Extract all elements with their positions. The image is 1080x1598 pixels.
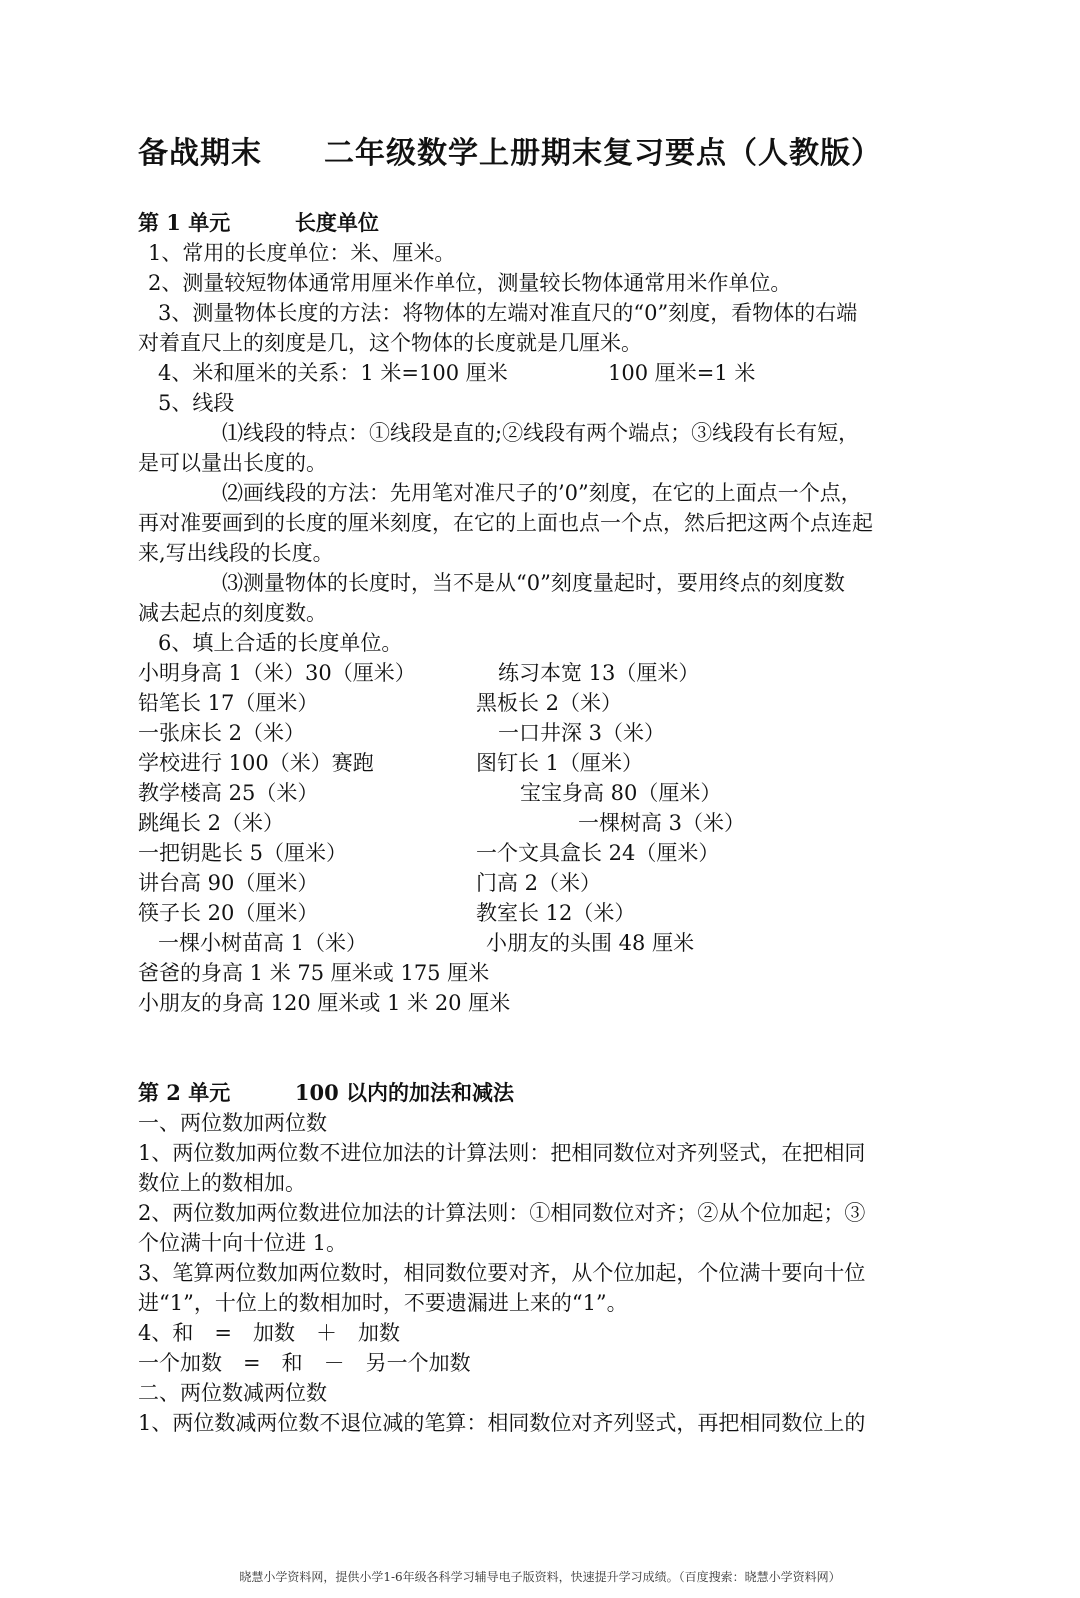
unit2-line-1a: 1、两位数加两位数不进位加法的计算法则：把相同数位对齐列竖式，在把相同: [138, 1141, 866, 1165]
unit1-point-3a: 3、测量物体长度的方法：将物体的左端对准直尺的“0”刻度，看物体的右端: [158, 301, 858, 325]
fill-item: 学校进行 100（米）赛跑: [138, 751, 374, 775]
unit1-point-4a: 4、米和厘米的关系：1 米=100 厘米: [158, 361, 508, 385]
unit1-point-1: 1、常用的长度单位：米、厘米。: [148, 241, 456, 265]
unit1-heading-name: 长度单位: [294, 210, 379, 235]
unit2-line-4: 4、和 = 加数 ＋ 加数: [138, 1321, 400, 1345]
unit1-point-2: 2、测量较短物体通常用厘米作单位，测量较长物体通常用米作单位。: [148, 271, 792, 295]
unit2-line-5: 一个加数 = 和 － 另一个加数: [138, 1351, 471, 1375]
unit1-sub-2a: ⑵画线段的方法：先用笔对准尺子的’0”刻度，在它的上面点一个点，: [222, 481, 862, 505]
fill-item: 教学楼高 25（米）: [138, 781, 319, 805]
unit2-line-2b: 个位满十向十位进 1。: [138, 1231, 348, 1255]
fill-item: 一张床长 2（米）: [138, 721, 306, 745]
fill-item: 讲台高 90（厘米）: [138, 871, 319, 895]
unit1-heading-no: 第 1 单元: [138, 210, 231, 235]
fill-item: 筷子长 20（厘米）: [138, 901, 319, 925]
fill-item: 一棵树高 3（米）: [578, 811, 746, 835]
unit2-line-1b: 数位上的数相加。: [138, 1171, 306, 1195]
fill-item: 宝宝身高 80（厘米）: [520, 781, 722, 805]
unit1-sub-3a: ⑶测量物体的长度时，当不是从“0”刻度量起时，要用终点的刻度数: [222, 571, 845, 595]
page-title: [138, 128, 882, 172]
unit1-sub-2c: 来,写出线段的长度。: [138, 541, 334, 565]
fill-item: 一棵小树苗高 1（米）: [158, 931, 368, 955]
unit2-line-6: 1、两位数减两位数不退位减的笔算：相同数位对齐列竖式，再把相同数位上的: [138, 1411, 866, 1435]
fill-item: 小朋友的头围 48 厘米: [486, 931, 695, 955]
unit2-heading-name: 100 以内的加法和减法: [294, 1080, 515, 1105]
unit1-heading: [138, 208, 379, 238]
unit2-section-2: 二、两位数减两位数: [138, 1381, 327, 1405]
fill-item: 一个文具盒长 24（厘米）: [476, 841, 720, 865]
title-part2: 二年级数学上册期末复习要点（人教版）: [324, 136, 882, 171]
fill-item: 练习本宽 13（厘米）: [498, 661, 700, 685]
fill-item: 一把钥匙长 5（厘米）: [138, 841, 348, 865]
fill-item: 门高 2（米）: [476, 871, 602, 895]
fill-item: 教室长 12（米）: [476, 901, 636, 925]
fill-item: 小明身高 1（米）30（厘米）: [138, 661, 416, 685]
unit1-extra-2: 小朋友的身高 120 厘米或 1 米 20 厘米: [138, 991, 511, 1015]
unit1-sub-1b: 是可以量出长度的。: [138, 451, 327, 475]
unit1-point-6: 6、填上合适的长度单位。: [158, 631, 403, 655]
unit1-sub-3b: 减去起点的刻度数。: [138, 601, 327, 625]
fill-item: 一口井深 3（米）: [498, 721, 666, 745]
unit1-sub-1a: ⑴线段的特点：①线段是直的;②线段有两个端点；③线段有长有短，: [222, 421, 860, 445]
page-footer: 晓慧小学资料网，提供小学1-6年级各科学习辅导电子版资料，快速提升学习成绩。（百度搜索：晓慧小学资料网）: [239, 1570, 841, 1584]
unit1-point-4b: 100 厘米=1 米: [608, 361, 756, 385]
unit2-heading: [138, 1078, 514, 1108]
unit2-line-3a: 3、笔算两位数加两位数时，相同数位要对齐，从个位加起，个位满十要向十位: [138, 1261, 866, 1285]
unit2-heading-no: 第 2 单元: [138, 1080, 231, 1105]
title-part1: 备战期末: [138, 136, 262, 171]
fill-item: 图钉长 1（厘米）: [476, 751, 644, 775]
unit1-point-3b: 对着直尺上的刻度是几，这个物体的长度就是几厘米。: [138, 331, 642, 355]
unit2-section-1: 一、两位数加两位数: [138, 1111, 327, 1135]
unit1-sub-2b: 再对准要画到的长度的厘米刻度，在它的上面也点一个点，然后把这两个点连起: [138, 511, 873, 535]
fill-item: 跳绳长 2（米）: [138, 811, 285, 835]
unit2-line-2a: 2、两位数加两位数进位加法的计算法则：①相同数位对齐；②从个位加起；③: [138, 1201, 866, 1225]
unit1-point-5: 5、线段: [158, 391, 235, 415]
unit1-extra-1: 爸爸的身高 1 米 75 厘米或 175 厘米: [138, 961, 490, 985]
fill-item: 铅笔长 17（厘米）: [138, 691, 319, 715]
unit2-line-3b: 进“1”，十位上的数相加时，不要遗漏进上来的“1”。: [138, 1291, 628, 1315]
fill-item: 黑板长 2（米）: [476, 691, 623, 715]
